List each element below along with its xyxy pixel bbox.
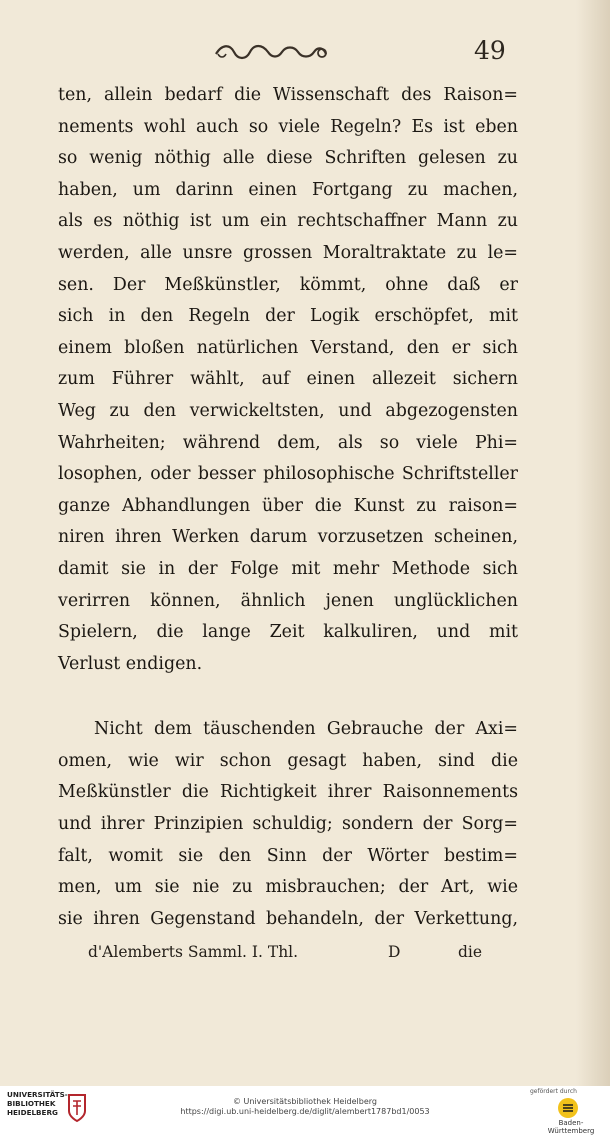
text-line: niren ihren Werken darum vorzusetzen scheinen, xyxy=(58,527,518,548)
signature-mark: D xyxy=(388,943,401,961)
text-line: und ihrer Prinzipien schuldig; sondern der Sorg= xyxy=(58,814,518,835)
text-line: men, um sie nie zu misbrauchen; der Art, wie xyxy=(58,877,518,898)
text-line: damit sie in der Folge mit mehr Methode sich xyxy=(58,558,518,579)
text-line: so wenig nöthig alle diese Schriften gelesen zu xyxy=(58,148,518,169)
text-line: Weg zu den verwickeltsten, und abgezogensten xyxy=(58,400,518,421)
ornament-icon xyxy=(212,40,330,64)
library-name-line: BIBLIOTHEK xyxy=(7,1099,56,1108)
text-line: Verlust endigen. xyxy=(58,653,203,674)
footer-bar xyxy=(0,1086,610,1135)
paragraph-gap xyxy=(58,680,518,714)
text-line: losophen, oder besser philosophische Schriftsteller xyxy=(58,464,518,485)
text-line: sie ihren Gegenstand behandeln, der Verkettung, xyxy=(58,908,518,929)
catchword: die xyxy=(458,943,483,961)
text-line: ten, allein bedarf die Wissenschaft des Raison= xyxy=(58,85,518,105)
text-line: ganze Abhandlungen über die Kunst zu raison= xyxy=(58,495,518,516)
funded-by-label: gefördert durch xyxy=(530,1088,577,1095)
text-line: haben, um darinn einen Fortgang zu machen, xyxy=(58,179,518,200)
signature-line xyxy=(88,943,488,973)
page-number: 49 xyxy=(474,36,506,65)
text-line: als es nöthig ist um ein rechtschaffner Mann zu xyxy=(58,211,518,232)
funder-name: Baden-Württemberg xyxy=(547,1119,595,1135)
text-line: Nicht dem täuschenden Gebrauche der Axi= xyxy=(94,719,518,740)
text-line: verirren können, ähnlich jenen unglücklichen xyxy=(58,590,518,611)
baden-wuerttemberg-logo-icon[interactable] xyxy=(557,1097,579,1119)
text-line: sen. Der Meßkünstler, kömmt, ohne daß er xyxy=(58,274,518,295)
text-line: Meßkünstler die Richtigkeit ihrer Raisonnements xyxy=(58,782,518,803)
signature-text: d'Alemberts Samml. I. Thl. xyxy=(88,943,299,961)
copyright-text: © Universitätsbibliothek Heidelberg xyxy=(232,1097,377,1106)
text-line: werden, alle unsre grossen Moraltraktate zu le= xyxy=(58,242,518,263)
text-line: zum Führer wählt, auf einen allezeit sichern xyxy=(58,369,518,390)
copyright-notice xyxy=(0,1097,610,1117)
body-text xyxy=(58,80,518,935)
text-line: Spielern, die lange Zeit kalkuliren, und mit xyxy=(58,622,518,643)
text-line: falt, womit sie den Sinn der Wörter bestim= xyxy=(58,845,518,866)
text-line: sich in den Regeln der Logik erschöpfet, mit xyxy=(58,306,518,327)
library-name-line: UNIVERSITÄTS- xyxy=(7,1090,68,1099)
text-line: nements wohl auch so viele Regeln? Es ist eben xyxy=(58,116,518,137)
library-name-line: HEIDELBERG xyxy=(7,1108,58,1117)
source-url-link[interactable]: https://digi.ub.uni-heidelberg.de/diglit/alembert1787bd1/0053 xyxy=(180,1107,430,1116)
text-line: omen, wie wir schon gesagt haben, sind die xyxy=(58,750,518,771)
text-line: einem bloßen natürlichen Verstand, den er sich xyxy=(58,337,518,358)
text-line: Wahrheiten; während dem, als so viele Phi= xyxy=(58,432,518,453)
